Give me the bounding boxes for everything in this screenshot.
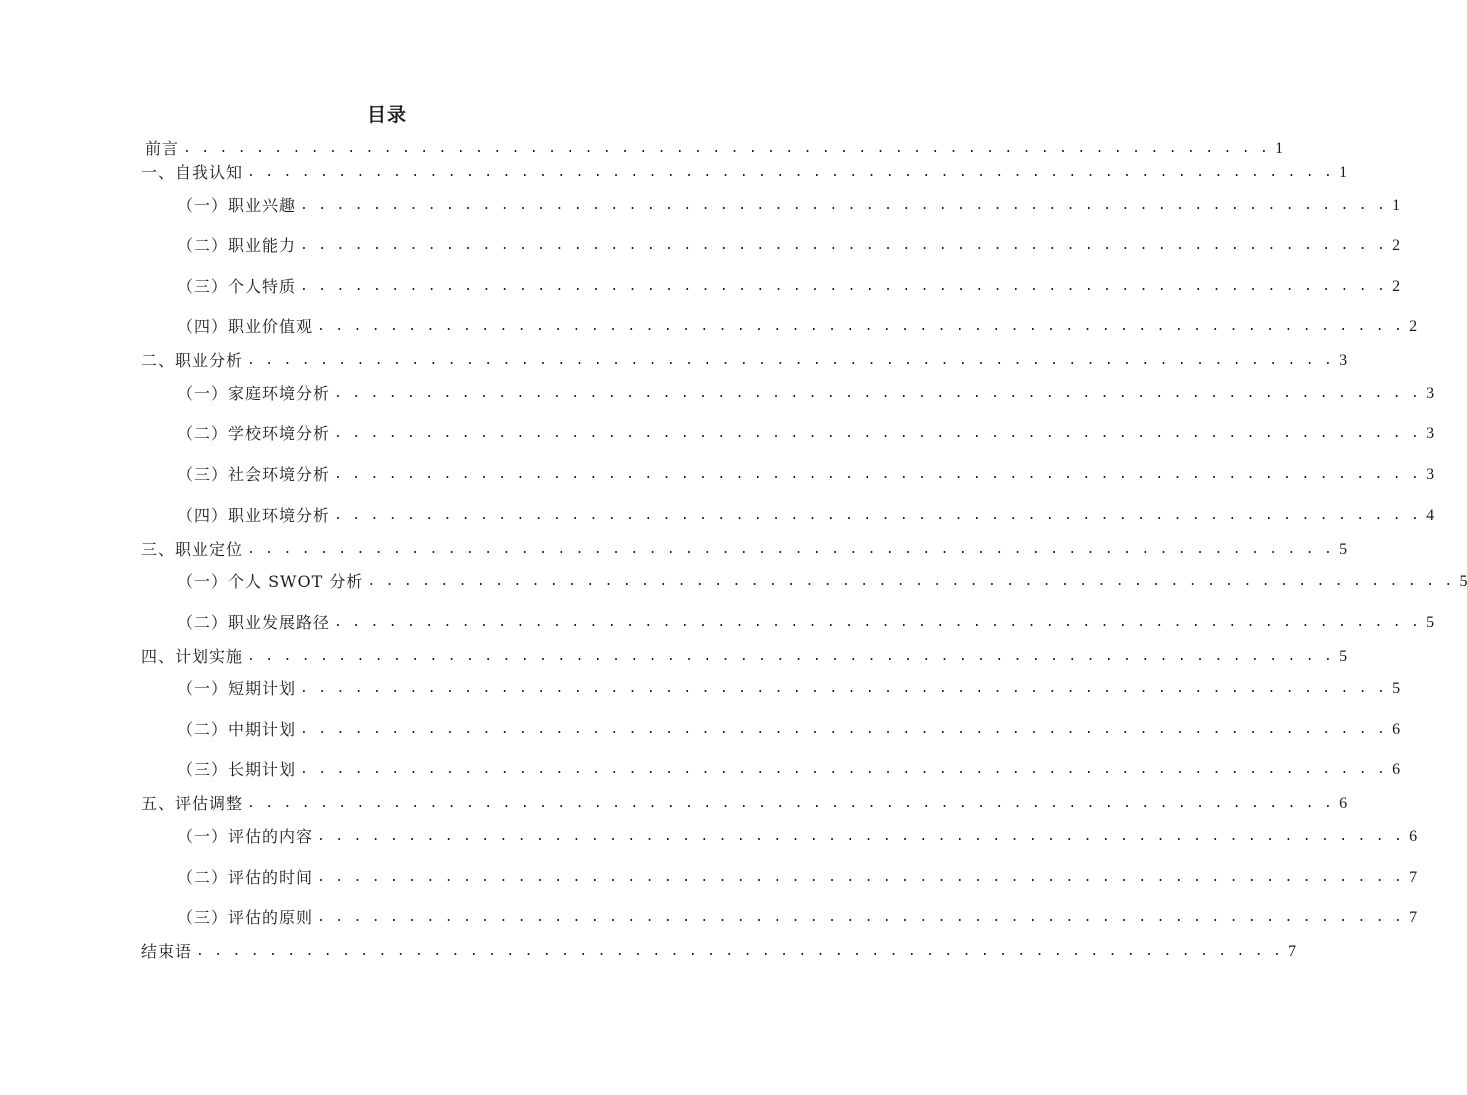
toc-entry-label: 二、职业分析 <box>141 351 244 370</box>
toc-entry[interactable] <box>141 645 1348 669</box>
toc-entry-label: 一、自我认知 <box>141 163 244 182</box>
toc-entry[interactable] <box>141 538 1348 562</box>
toc-entry[interactable] <box>177 677 1401 701</box>
toc-entry-label: （一）短期计划 <box>177 679 297 698</box>
toc-entry-page: 4 <box>1426 507 1435 524</box>
toc-entry[interactable] <box>177 194 1401 218</box>
dot-leader: . . . . . . . . . . . . . . . . . . . . . . . . . . . . . . . . . . . . . . . . . . . . . . . . . . . . . . . . . . . . <box>300 722 1387 737</box>
dot-leader: . . . . . . . . . . . . . . . . . . . . . . . . . . . . . . . . . . . . . . . . . . . . . . . . . . . . . . . . . . . . <box>300 762 1387 777</box>
toc-entry-page: 3 <box>1339 352 1348 369</box>
toc-entry-page: 7 <box>1409 909 1418 926</box>
toc-entry-page: 3 <box>1426 466 1435 483</box>
toc-entry-page: 6 <box>1392 721 1401 738</box>
toc-entry-page: 7 <box>1288 943 1297 960</box>
toc-entry[interactable] <box>177 718 1401 742</box>
toc-entry-label: 结束语 <box>141 942 193 961</box>
toc-entry-page: 3 <box>1426 385 1435 402</box>
toc-entry[interactable] <box>177 463 1435 487</box>
toc-entry[interactable] <box>177 504 1435 528</box>
toc-entry-page: 5 <box>1339 541 1348 558</box>
toc-entry[interactable] <box>141 349 1348 373</box>
toc-entry-page: 2 <box>1392 278 1401 295</box>
toc-entry-label: 五、评估调整 <box>141 794 244 813</box>
toc-entry-label: 前言 <box>145 139 180 158</box>
dot-leader: . . . . . . . . . . . . . . . . . . . . . . . . . . . . . . . . . . . . . . . . . . . . . . . . . . . . . . . . . . . . <box>334 426 1421 441</box>
dot-leader: . . . . . . . . . . . . . . . . . . . . . . . . . . . . . . . . . . . . . . . . . . . . . . . . . . . . . . . . . . . . <box>300 198 1387 213</box>
toc-entry[interactable] <box>177 866 1418 890</box>
toc-entry[interactable] <box>177 906 1418 930</box>
toc-entry-label: （四）职业价值观 <box>177 317 314 336</box>
toc-entry-label: （一）家庭环境分析 <box>177 384 331 403</box>
toc-entry-page: 5 <box>1392 680 1401 697</box>
dot-leader: . . . . . . . . . . . . . . . . . . . . . . . . . . . . . . . . . . . . . . . . . . . . . . . . . . . . . . . . . . . . <box>183 141 1270 156</box>
dot-leader: . . . . . . . . . . . . . . . . . . . . . . . . . . . . . . . . . . . . . . . . . . . . . . . . . . . . . . . . . . . . <box>300 681 1387 696</box>
toc-entry-page: 3 <box>1426 425 1435 442</box>
dot-leader: . . . . . . . . . . . . . . . . . . . . . . . . . . . . . . . . . . . . . . . . . . . . . . . . . . . . . . . . . . . . <box>247 542 1334 557</box>
toc-entry[interactable] <box>177 422 1435 446</box>
toc-entry-label: （二）职业能力 <box>177 236 297 255</box>
dot-leader: . . . . . . . . . . . . . . . . . . . . . . . . . . . . . . . . . . . . . . . . . . . . . . . . . . . . . . . . . . . . <box>334 508 1421 523</box>
toc-entry[interactable] <box>177 611 1435 635</box>
dot-leader: . . . . . . . . . . . . . . . . . . . . . . . . . . . . . . . . . . . . . . . . . . . . . . . . . . . . . . . . . . . . <box>247 165 1334 180</box>
toc-entry[interactable] <box>177 570 1467 594</box>
toc-entry[interactable] <box>141 161 1348 185</box>
toc-entry-label: （二）中期计划 <box>177 720 297 739</box>
toc-entry-page: 6 <box>1339 795 1348 812</box>
dot-leader: . . . . . . . . . . . . . . . . . . . . . . . . . . . . . . . . . . . . . . . . . . . . . . . . . . . . . . . . . . . . <box>247 649 1334 664</box>
dot-leader: . . . . . . . . . . . . . . . . . . . . . . . . . . . . . . . . . . . . . . . . . . . . . . . . . . . . . . . . . . . . <box>247 353 1334 368</box>
toc-entry-page: 6 <box>1392 761 1401 778</box>
toc-entry-label: （三）长期计划 <box>177 760 297 779</box>
dot-leader: . . . . . . . . . . . . . . . . . . . . . . . . . . . . . . . . . . . . . . . . . . . . . . . . . . . . . . . . . . . . <box>334 467 1421 482</box>
dot-leader: . . . . . . . . . . . . . . . . . . . . . . . . . . . . . . . . . . . . . . . . . . . . . . . . . . . . . . . . . . . . <box>334 386 1421 401</box>
toc-entry-label: （三）社会环境分析 <box>177 465 331 484</box>
toc-entry[interactable] <box>141 792 1348 816</box>
toc-entry-label: （二）学校环境分析 <box>177 424 331 443</box>
dot-leader: . . . . . . . . . . . . . . . . . . . . . . . . . . . . . . . . . . . . . . . . . . . . . . . . . . . . . . . . . . . . <box>247 796 1334 811</box>
dot-leader: . . . . . . . . . . . . . . . . . . . . . . . . . . . . . . . . . . . . . . . . . . . . . . . . . . . . . . . . . . . . <box>317 870 1404 885</box>
toc-entry-label: （一）评估的内容 <box>177 827 314 846</box>
dot-leader: . . . . . . . . . . . . . . . . . . . . . . . . . . . . . . . . . . . . . . . . . . . . . . . . . . . . . . . . . . . . <box>334 615 1421 630</box>
toc-entry-page: 7 <box>1409 869 1418 886</box>
toc-entry-label: （一）职业兴趣 <box>177 196 297 215</box>
toc-entry-page: 2 <box>1392 237 1401 254</box>
toc-entry-page: 5 <box>1339 648 1348 665</box>
dot-leader: . . . . . . . . . . . . . . . . . . . . . . . . . . . . . . . . . . . . . . . . . . . . . . . . . . . . . . . . . . . . <box>196 944 1283 959</box>
dot-leader: . . . . . . . . . . . . . . . . . . . . . . . . . . . . . . . . . . . . . . . . . . . . . . . . . . . . . . . . . . . . <box>317 910 1404 925</box>
toc-entry-label: （四）职业环境分析 <box>177 506 331 525</box>
toc-entry-label: （二）职业发展路径 <box>177 613 331 632</box>
toc-entry-label: （三）评估的原则 <box>177 908 314 927</box>
toc-entry-page: 5 <box>1459 573 1467 590</box>
toc-title: 目录 <box>366 104 407 126</box>
dot-leader: . . . . . . . . . . . . . . . . . . . . . . . . . . . . . . . . . . . . . . . . . . . . . . . . . . . . . . . . . . . . <box>317 829 1404 844</box>
toc-entry-page: 1 <box>1275 140 1284 157</box>
toc-entry[interactable] <box>177 758 1401 782</box>
toc-entry-page: 5 <box>1426 614 1435 631</box>
toc-entry-label: 四、计划实施 <box>141 647 244 666</box>
toc-entry-page: 2 <box>1409 318 1418 335</box>
toc-entry-page: 6 <box>1409 828 1418 845</box>
toc-entry-label: （三）个人特质 <box>177 277 297 296</box>
toc-entry-label: 三、职业定位 <box>141 540 244 559</box>
toc-entry-page: 1 <box>1339 164 1348 181</box>
dot-leader: . . . . . . . . . . . . . . . . . . . . . . . . . . . . . . . . . . . . . . . . . . . . . . . . . . . . . . . . . . . . <box>300 279 1387 294</box>
toc-entry[interactable] <box>177 275 1401 299</box>
toc-entry[interactable] <box>177 315 1418 339</box>
dot-leader: . . . . . . . . . . . . . . . . . . . . . . . . . . . . . . . . . . . . . . . . . . . . . . . . . . . . . . . . . . . . <box>367 574 1454 589</box>
toc-entry[interactable] <box>177 825 1418 849</box>
dot-leader: . . . . . . . . . . . . . . . . . . . . . . . . . . . . . . . . . . . . . . . . . . . . . . . . . . . . . . . . . . . . <box>300 238 1387 253</box>
toc-entry-label: （一）个人 SWOT 分析 <box>177 572 364 591</box>
toc-entry[interactable] <box>141 940 1297 964</box>
toc-entry-label: （二）评估的时间 <box>177 868 314 887</box>
toc-entry-page: 1 <box>1392 197 1401 214</box>
dot-leader: . . . . . . . . . . . . . . . . . . . . . . . . . . . . . . . . . . . . . . . . . . . . . . . . . . . . . . . . . . . . <box>317 319 1404 334</box>
toc-entry[interactable] <box>177 234 1401 258</box>
toc-entry[interactable] <box>145 137 1284 161</box>
toc-entry[interactable] <box>177 382 1435 406</box>
